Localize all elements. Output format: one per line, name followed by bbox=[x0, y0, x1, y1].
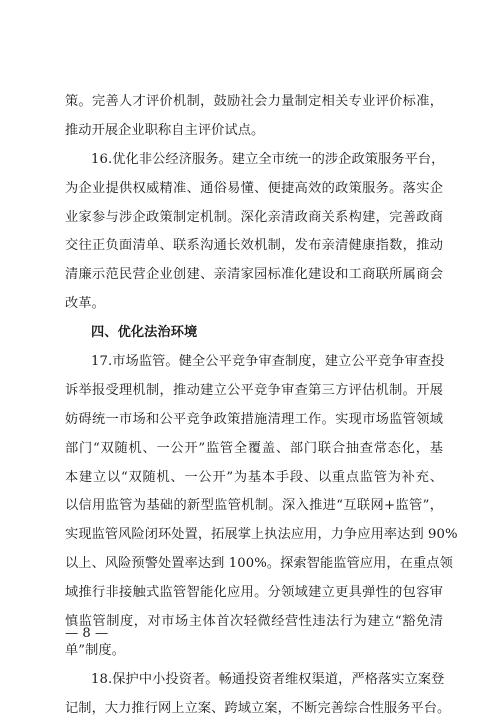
paragraph-18-start: 18.保护中小投资者。畅通投资者维权渠道，严格落实立案登 bbox=[91, 671, 445, 687]
text-line: 妨碍统一市场和公平竞争政策措施清理工作。实现市场监管领域 bbox=[65, 411, 443, 427]
section-heading: 四、优化法治环境 bbox=[91, 325, 198, 341]
text-line: 以上、风险预警处置率达到 100%。探索智能监管应用，在重点领 bbox=[65, 556, 453, 572]
text-line: 清廉示范民营企业创建、亲清家园标准化建设和工商联所属商会 bbox=[65, 267, 443, 283]
text-line: 部门“双随机、一公开”监管全覆盖、部门联合抽查常态化，基 bbox=[65, 440, 443, 456]
text-line: 实现监管风险闭环处置，拓展掌上执法应用，力争应用率达到 90% bbox=[65, 527, 458, 543]
text-line: 域推行非接触式监管智能化应用。分领域建立更具弹性的包容审 bbox=[65, 585, 443, 601]
text-line: 改革。 bbox=[65, 296, 105, 312]
paragraph-16-start: 16.优化非公经济服务。建立全市统一的涉企政策服务平台， bbox=[91, 151, 445, 167]
page-number: — 8 — bbox=[65, 626, 109, 641]
text-line: 为企业提供权威精准、通俗易懂、便捷高效的政策服务。落实企 bbox=[65, 180, 443, 196]
text-line: 策。完善人才评价机制，鼓励社会力量制定相关专业评价标准， bbox=[65, 94, 443, 109]
text-line: 业家参与涉企政策制定机制。深化亲清政商关系构建，完善政商 bbox=[65, 209, 443, 225]
text-line: 诉举报受理机制，推动建立公平竞争审查第三方评估机制。开展 bbox=[65, 382, 443, 398]
paragraph-17-start: 17.市场监管。健全公平竞争审查制度，建立公平竞争审查投 bbox=[91, 354, 445, 370]
text-line: 单”制度。 bbox=[65, 642, 125, 658]
text-line: 交往正负面清单、联系沟通长效机制，发布亲清健康指数，推动 bbox=[65, 238, 443, 254]
document-body bbox=[65, 88, 458, 724]
text-line: 推动开展企业职称自主评价试点。 bbox=[65, 122, 265, 138]
text-line: 以信用监管为基础的新型监管机制。深入推进“互联网+监管”， bbox=[65, 498, 443, 514]
text-line: 本建立以“双随机、一公开”为基本手段、以重点监管为补充、 bbox=[65, 469, 443, 485]
text-line: 记制，大力推行网上立案、跨域立案，不断完善综合性服务平台。 bbox=[65, 700, 451, 716]
text-line: 慎监管制度，对市场主体首次轻微经营性违法行为建立“豁免清 bbox=[65, 614, 443, 630]
